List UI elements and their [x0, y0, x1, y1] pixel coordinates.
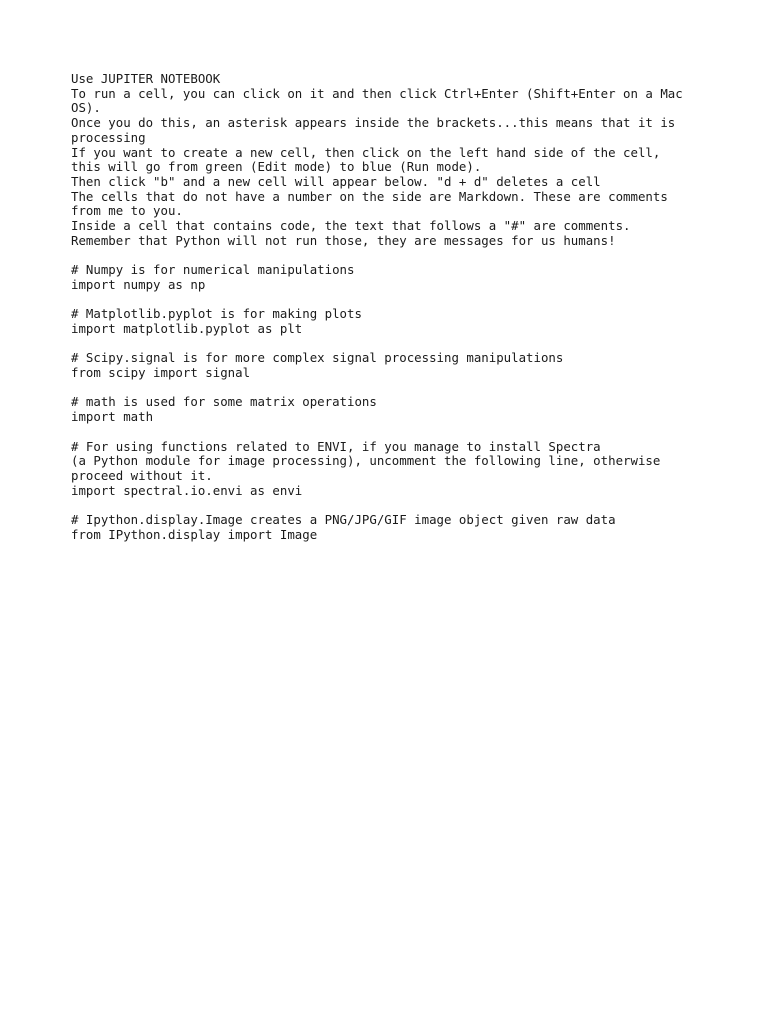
- math-block: [71, 395, 701, 424]
- envi-block: [71, 440, 701, 499]
- intro-line: If you want to create a new cell, then click on the left hand side of the cell,: [71, 144, 661, 160]
- ipython-block: [71, 513, 701, 542]
- code-line: from IPython.display import Image: [71, 526, 318, 542]
- blank-line: [71, 381, 701, 396]
- intro-line: from me to you.: [71, 203, 183, 219]
- blank-line: [71, 293, 701, 308]
- matplotlib-block: [71, 307, 701, 336]
- code-comment: # Ipython.display.Image creates a PNG/JPG/GIF image object given raw data: [71, 512, 616, 527]
- intro-line: processing: [71, 129, 146, 145]
- intro-line: Then click "b" and a new cell will appear below. "d + d" deletes a cell: [71, 173, 601, 189]
- blank-line: [71, 248, 701, 263]
- code-line: import matplotlib.pyplot as plt: [71, 320, 303, 336]
- blank-line: [71, 425, 701, 440]
- intro-line: To run a cell, you can click on it and then click Ctrl+Enter (Shift+Enter on a Mac: [71, 85, 683, 101]
- intro-block: [71, 72, 701, 248]
- code-comment: # For using functions related to ENVI, if you manage to install Spectra: [71, 438, 601, 454]
- intro-line: Inside a cell that contains code, the text that follows a "#" are comments.: [71, 218, 631, 234]
- code-line: import math: [71, 409, 154, 425]
- document-body: [71, 72, 701, 542]
- intro-heading: Use JUPITER NOTEBOOK: [71, 71, 221, 86]
- intro-line: Once you do this, an asterisk appears inside the brackets...this means that it is: [71, 115, 676, 131]
- blank-line: [71, 498, 701, 513]
- code-comment: # Numpy is for numerical manipulations: [71, 262, 355, 278]
- intro-line: this will go from green (Edit mode) to blue (Run mode).: [71, 159, 482, 175]
- numpy-block: [71, 263, 701, 292]
- code-comment: # Matplotlib.pyplot is for making plots: [71, 306, 362, 322]
- intro-line: Remember that Python will not run those, they are messages for us humans!: [71, 232, 616, 248]
- code-line: from scipy import signal: [71, 365, 251, 381]
- blank-line: [71, 337, 701, 352]
- code-comment: # math is used for some matrix operations: [71, 394, 377, 410]
- code-comment-continued: proceed without it.: [71, 467, 213, 483]
- code-line: import spectral.io.envi as envi: [71, 482, 303, 498]
- intro-line: The cells that do not have a number on the side are Markdown. These are comments: [71, 188, 668, 204]
- code-comment-continued: (a Python module for image processing), uncomment the following line, otherwise: [71, 453, 661, 469]
- intro-line: OS).: [71, 100, 101, 116]
- code-comment: # Scipy.signal is for more complex signal processing manipulations: [71, 350, 564, 366]
- code-line: import numpy as np: [71, 276, 206, 292]
- scipy-block: [71, 351, 701, 380]
